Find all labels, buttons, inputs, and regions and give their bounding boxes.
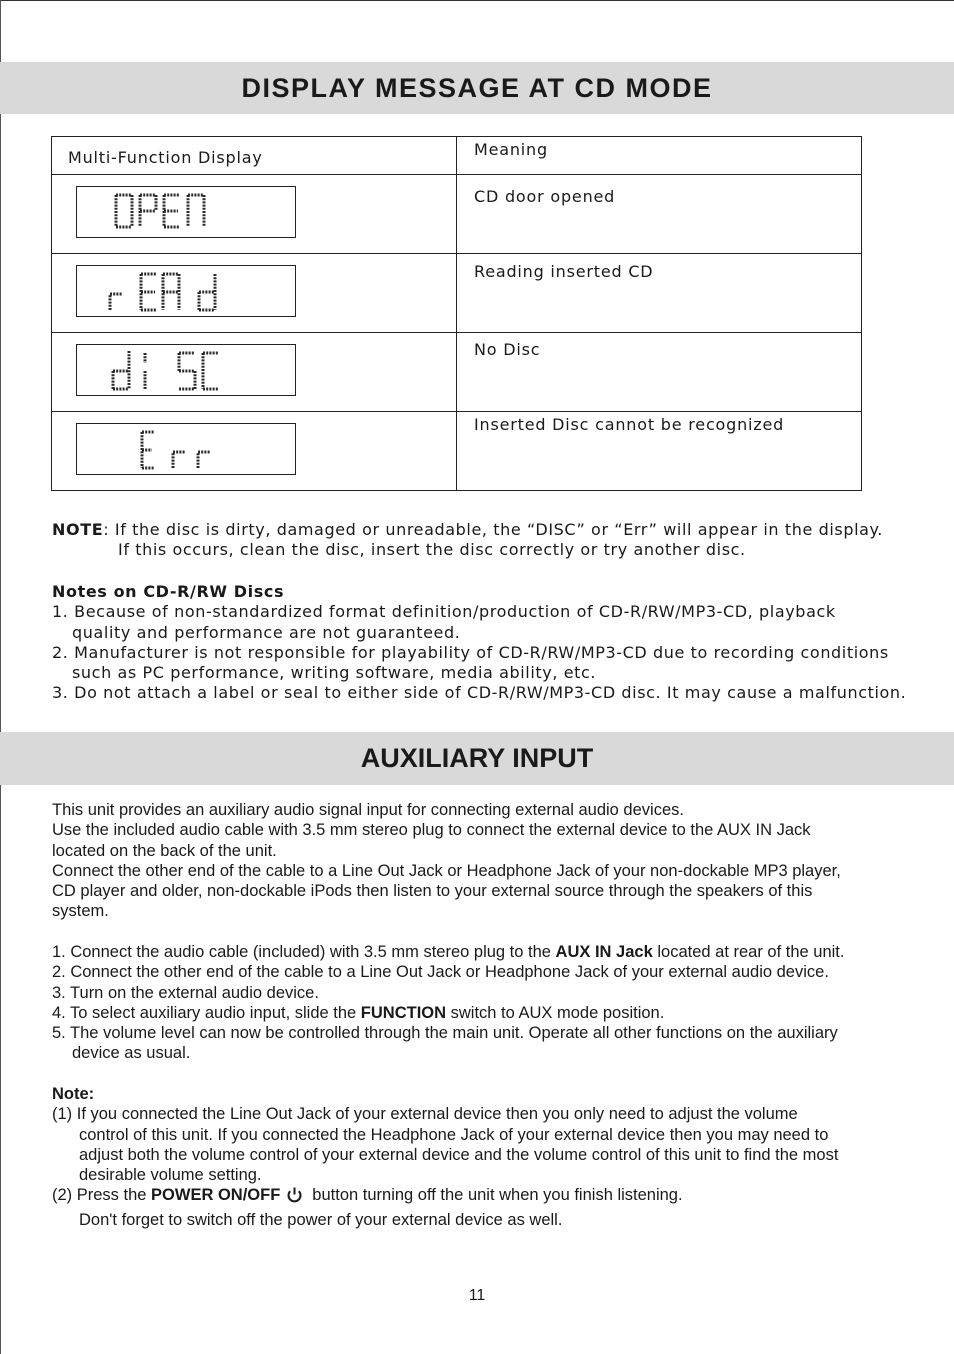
aux-note-line: desirable volume setting. — [79, 1166, 262, 1185]
table-row — [52, 254, 862, 333]
lcd-display-open — [76, 186, 296, 238]
page-number: 11 — [468, 1287, 486, 1304]
cdrw-line: 1. Because of non-standardized format definition/production of CD-R/RW/MP3-CD, playback — [52, 602, 836, 622]
aux-note-line: Don't forget to switch off the power of your external device as well. — [79, 1210, 563, 1229]
aux-note-line: adjust both the volume control of your external device and the volume control of this unit to find the most — [79, 1145, 839, 1164]
page-left-border — [0, 0, 1, 1354]
table-header-display: Multi-Function Display — [68, 148, 263, 167]
aux-steps — [52, 942, 844, 1064]
power-on-off-label: POWER ON/OFF — [151, 1186, 281, 1205]
aux-step-5-cont: device as usual. — [72, 1044, 191, 1063]
meaning-text: Reading inserted CD — [474, 262, 654, 281]
lcd-read-graphic — [77, 266, 295, 316]
aux-intro-line: system. — [52, 902, 109, 921]
function-label: FUNCTION — [360, 1003, 447, 1022]
section-header-aux — [0, 732, 954, 785]
cdrw-line: 2. Manufacturer is not responsible for playability of CD-R/RW/MP3-CD due to recording conditions — [52, 642, 889, 662]
note-line-1: : If the disc is dirty, damaged or unreadable, the “DISC” or “Err” will appear in the display. — [103, 520, 883, 539]
aux-intro-line: Use the included audio cable with 3.5 mm stereo plug to connect the external device to the AUX IN Jack — [52, 821, 811, 840]
cdrw-notes — [52, 582, 906, 704]
display-message-table — [51, 136, 862, 491]
meaning-text: Inserted Disc cannot be recognized — [474, 415, 785, 434]
meaning-text: No Disc — [474, 340, 541, 359]
cdrw-line: such as PC performance, writing software, media ability, etc. — [72, 663, 597, 683]
aux-in-jack-label: AUX IN Jack — [555, 943, 653, 961]
aux-note-line: control of this unit. If you connected the Headphone Jack of your external device then you may need to — [79, 1125, 829, 1144]
table-row — [52, 333, 862, 412]
aux-intro — [52, 800, 841, 922]
cdrw-line: quality and performance are not guaranteed. — [72, 622, 461, 642]
meaning-text: CD door opened — [474, 187, 616, 206]
page-top-border — [0, 0, 954, 1]
disc-note — [52, 520, 883, 561]
aux-intro-line: CD player and older, non-dockable iPods then listen to your external source through the speakers of this — [52, 882, 813, 901]
aux-note-heading: Note: — [52, 1085, 95, 1103]
aux-step-5: 5. The volume level can now be controlled through the main unit. Operate all other functions on the auxiliary — [52, 1024, 838, 1043]
lcd-display-err — [76, 423, 296, 475]
lcd-display-read — [76, 265, 296, 317]
aux-note-line: (1) If you connected the Line Out Jack of your external device then you only need to adjust the volume — [52, 1105, 798, 1124]
aux-intro-line: This unit provides an auxiliary audio signal input for connecting external audio devices. — [52, 801, 684, 819]
lcd-open-graphic — [77, 187, 295, 237]
note-label: NOTE — [52, 520, 104, 539]
aux-step-2: 2. Connect the other end of the cable to a Line Out Jack or Headphone Jack of your external audio device. — [52, 963, 829, 982]
lcd-err-graphic — [77, 424, 295, 474]
aux-note — [52, 1084, 838, 1230]
table-row — [52, 412, 862, 491]
note-line-2: If this occurs, clean the disc, insert the disc correctly or try another disc. — [118, 540, 746, 560]
cdrw-heading: Notes on CD-R/RW Discs — [52, 582, 285, 601]
lcd-disc-graphic — [77, 345, 295, 395]
table-row — [52, 175, 862, 254]
section-header-cd-mode — [0, 62, 954, 114]
power-icon — [286, 1186, 303, 1209]
table-header-meaning: Meaning — [474, 140, 548, 159]
cdrw-line: 3. Do not attach a label or seal to either side of CD-R/RW/MP3-CD disc. It may cause a malfunction. — [52, 683, 907, 703]
aux-step-3: 3. Turn on the external audio device. — [52, 983, 319, 1002]
lcd-display-disc — [76, 344, 296, 396]
table-header-row — [52, 137, 862, 175]
aux-intro-line: located on the back of the unit. — [52, 841, 277, 860]
section-title-cd-mode: DISPLAY MESSAGE AT CD MODE — [241, 72, 713, 103]
aux-note-2: (2) Press the POWER ON/OFF button turning off the unit when you finish listening. — [52, 1185, 838, 1209]
section-title-aux: AUXILIARY INPUT — [360, 743, 594, 773]
aux-step-1: 1. Connect the audio cable (included) with 3.5 mm stereo plug to the AUX IN Jack located at rear of the unit. — [52, 943, 845, 961]
aux-step-4: 4. To select auxiliary audio input, slide the FUNCTION switch to AUX mode position. — [52, 1003, 665, 1022]
aux-intro-line: Connect the other end of the cable to a Line Out Jack or Headphone Jack of your non-dockable MP3 player, — [52, 861, 841, 880]
